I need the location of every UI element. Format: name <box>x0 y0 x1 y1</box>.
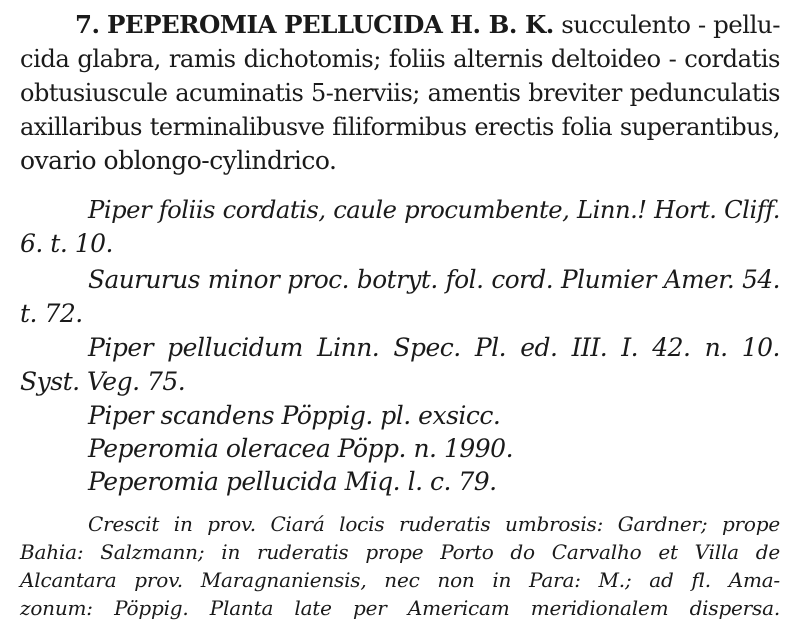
synonym-line: Piper pellucidum Linn. Spec. Pl. ed. III. I. 42. n. 10. <box>88 333 780 362</box>
species-authority: H. B. K. <box>449 10 554 39</box>
diagnosis-line: cida glabra, ramis dichotomis; foliis alternis deltoideo - cordatis <box>20 44 780 73</box>
synonym-line: Peperomia pellucida Miq. l. c. 79. <box>88 467 497 496</box>
diagnosis-line: obtusiuscule acuminatis 5-nerviis; amentis breviter pedunculatis <box>20 79 780 107</box>
synonym-continuation: 6. t. 10. <box>20 229 113 258</box>
habitat-line: Alcantara prov. Maragnaniensis, nec non in Para: M.; ad fl. Ama- <box>20 568 780 592</box>
diagnosis-line: ovario oblongo-cylindrico. <box>20 146 337 175</box>
species-name: PEPEROMIA PELLUCIDA <box>106 10 443 39</box>
synonym-line: Piper foliis cordatis, caule procumbente, Linn.! Hort. Cliff. <box>88 195 780 224</box>
synonym-line: Saururus minor proc. botryt. fol. cord. Plumier Amer. 54. <box>88 265 780 294</box>
habitat-line: zonum: Pöppig. Planta late per Americam meridionalem dispersa. <box>20 596 780 620</box>
habitat-line: Bahia: Salzmann; in ruderatis prope Porto do Carvalho et Villa de <box>20 540 780 564</box>
entry-number: 7. <box>75 10 100 39</box>
entry-heading-line <box>75 10 780 40</box>
synonym-line: Peperomia oleracea Pöpp. n. 1990. <box>88 434 514 463</box>
synonym-line: Piper scandens Pöppig. pl. exsicc. <box>88 401 501 430</box>
habitat-line: Crescit in prov. Ciará locis ruderatis umbrosis: Gardner; prope <box>88 512 780 536</box>
diagnosis-start: succulento - pellu- <box>561 10 780 39</box>
diagnosis-line: axillaribus terminalibusve filiformibus erectis folia superantibus, <box>20 113 780 141</box>
synonym-continuation: Syst. Veg. 75. <box>20 367 186 396</box>
synonym-continuation: t. 72. <box>20 299 83 328</box>
